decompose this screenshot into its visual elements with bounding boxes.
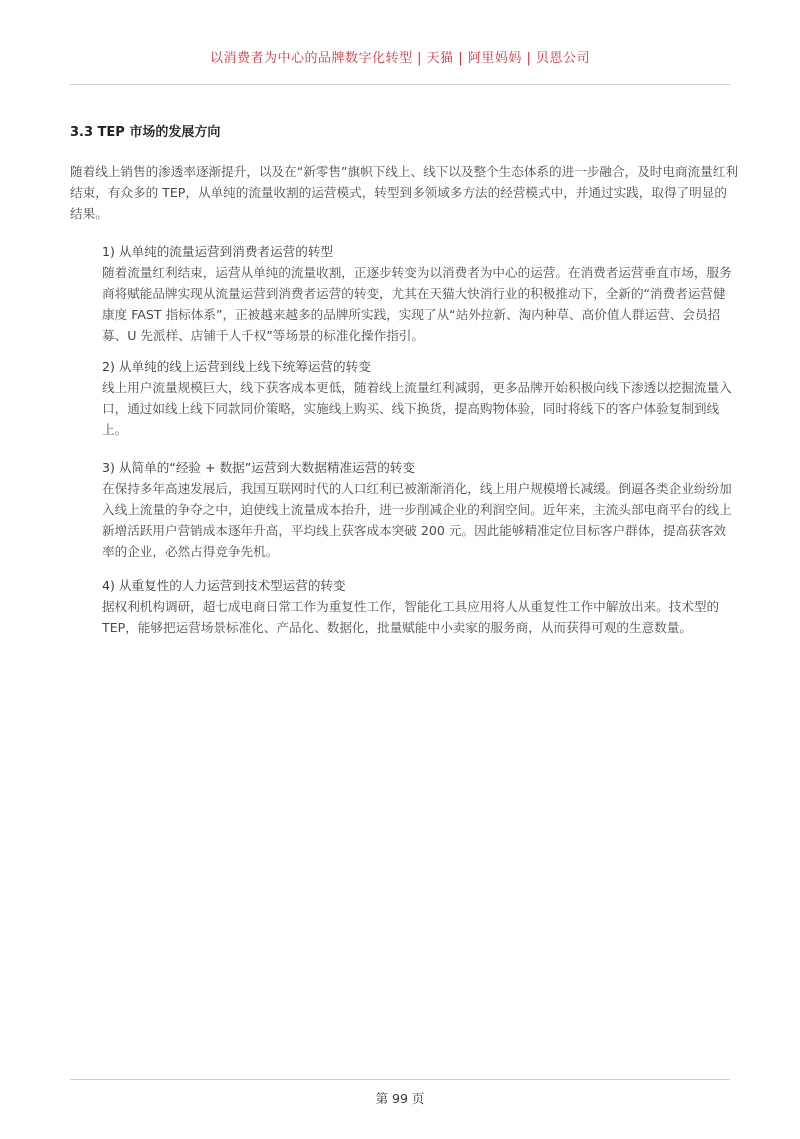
list-item [102, 457, 738, 562]
section-heading: 3.3 TEP 市场的发展方向 [70, 125, 221, 140]
list-item [102, 575, 738, 638]
header-divider [70, 84, 730, 85]
list-item-body: 随着流量红利结束，运营从单纯的流量收割，正逐步转变为以消费者为中心的运营。在消费者运营垂直市场，服务商将赋能品牌实现从流量运营到消费者运营的转变，尤其在天猫大快消行业的积极推动下，全新的“消费者运营健康度 FAST 指标体系”，正被越来越多的品牌所实践，实现了从“站外拉新、淘内种草、高价值人群运营、会员招募、U 先派样、店铺千人千权”等场景的标准化操作指引。 [102, 265, 732, 343]
list-item-body: 在保持多年高速发展后，我国互联网时代的人口红利已被渐渐消化，线上用户规模增长减缓。倒逼各类企业纷纷加入线上流量的争夺之中，迫使线上流量成本抬升，进一步削减企业的利润空间。近年来，主流头部电商平台的线上新增活跃用户营销成本逐年升高，平均线上获客成本突破 200 元。因此能够精准定位目标客户群体，提高获客效率的企业，必然占得竞争先机。 [102, 481, 732, 559]
footer-divider [70, 1079, 730, 1080]
list-item-title: 4) 从重复性的人力运营到技术型运营的转变 [102, 578, 346, 593]
list-item-body: 据权利机构调研，超七成电商日常工作为重复性工作，智能化工具应用将人从重复性工作中解放出来。技术型的 TEP，能够把运营场景标准化、产品化、数据化，批量赋能中小卖家的服务商，从而获得可观的生意数量。 [102, 599, 720, 635]
page-number: 第 99 页 [375, 1091, 425, 1106]
list-item [102, 241, 738, 346]
list-item-title: 2) 从单纯的线上运营到线上线下统筹运营的转变 [102, 359, 371, 374]
page-header-title: 以消费者为中心的品牌数字化转型 | 天猫 | 阿里妈妈 | 贝恩公司 [210, 51, 590, 66]
list-item [102, 356, 738, 440]
list-item-title: 3) 从简单的“经验 + 数据”运营到大数据精准运营的转变 [102, 460, 416, 475]
list-item-body: 线上用户流量规模巨大，线下获客成本更低，随着线上流量红利减弱，更多品牌开始积极向线下渗透以挖掘流量入口，通过如线上线下同款同价策略，实施线上购买、线下换货，提高购物体验，同时将线下的客户体验复制到线上。 [102, 380, 732, 437]
intro-paragraph: 随着线上销售的渗透率逐渐提升，以及在“新零售”旗帜下线上、线下以及整个生态体系的进一步融合，及时电商流量红利结束，有众多的 TEP，从单纯的流量收割的运营模式，转型到多领域多方法的经营模式中，并通过实践，取得了明显的结果。 [70, 164, 738, 221]
list-item-title: 1) 从单纯的流量运营到消费者运营的转型 [102, 244, 334, 259]
